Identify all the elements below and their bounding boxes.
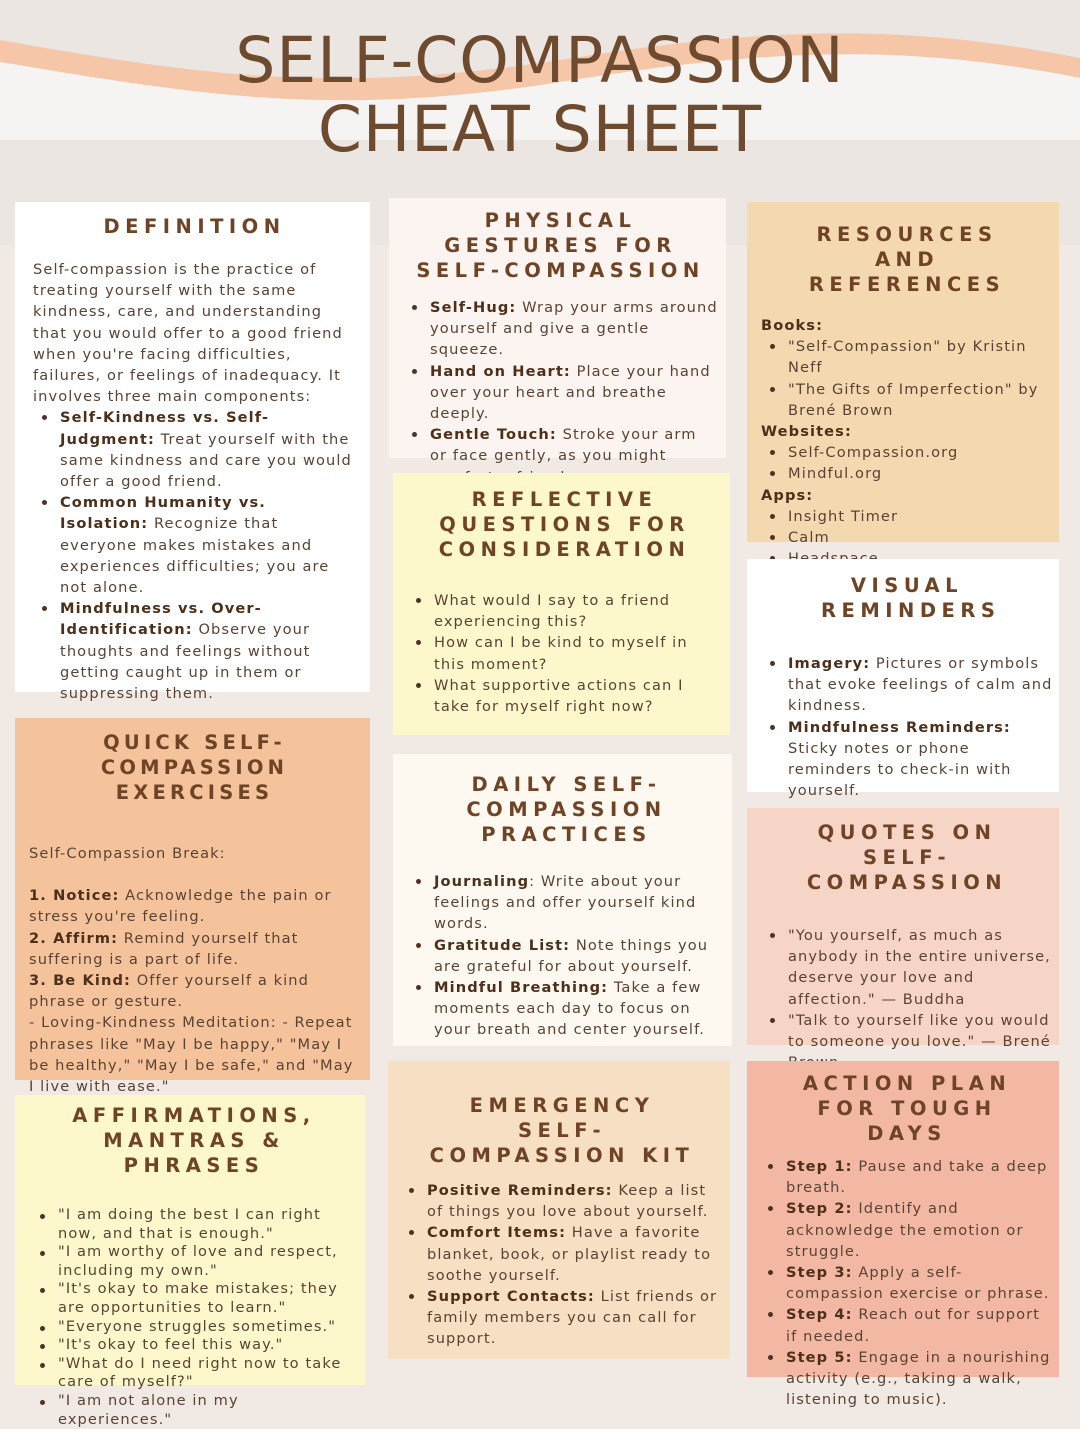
reflective-question: What would I say to a friend experiencing this? bbox=[407, 590, 722, 632]
quick-intro: Self-Compassion Break: bbox=[29, 845, 226, 862]
quotes-list bbox=[761, 925, 1053, 1073]
emergency-item-text: Have a favorite blanket, book, or playlist ready to soothe yourself. bbox=[427, 1224, 712, 1284]
definition-card bbox=[15, 202, 370, 703]
quick-step-text: Remind yourself that suffering is a part of life. bbox=[29, 929, 299, 968]
emergency-item-term: Support Contacts: bbox=[427, 1288, 595, 1306]
definition-item-term: Mindfulness vs. Over-Identification: bbox=[60, 600, 262, 639]
gestures-item-text: Wrap your arms around yourself and give a gentle squeeze. bbox=[430, 299, 718, 359]
quick-step bbox=[29, 885, 360, 927]
book-item: "The Gifts of Imperfection" by Brené Brown bbox=[761, 379, 1053, 421]
definition-item bbox=[33, 598, 356, 704]
affirmation-item: "Everyone struggles sometimes." bbox=[31, 1318, 357, 1337]
gestures-item bbox=[403, 297, 718, 361]
emergency-heading: EMERGENCY SELF-COMPASSION KIT bbox=[429, 1094, 695, 1167]
definition-item-text: Observe your thoughts and feelings without getting caught up in them or suppressing them. bbox=[60, 621, 311, 703]
daily-item-text: Note things you are grateful for about yourself. bbox=[434, 936, 709, 975]
books-label: Books: bbox=[761, 317, 824, 334]
daily-item-term: Gratitude List: bbox=[434, 936, 571, 954]
emergency-item-text: Keep a list of things you love about yourself. bbox=[427, 1182, 709, 1221]
action-item-term: Step 2: bbox=[786, 1200, 853, 1218]
affirmation-item: "I am doing the best I can right now, and that is enough." bbox=[31, 1206, 357, 1243]
definition-list bbox=[33, 407, 356, 704]
affirmation-item: "I am worthy of love and respect, including my own." bbox=[31, 1243, 357, 1280]
action-item-term: Step 4: bbox=[786, 1306, 853, 1324]
quick-step-text: Offer yourself a kind phrase or gesture. bbox=[29, 972, 310, 1011]
quick-step bbox=[29, 928, 360, 970]
definition-item bbox=[33, 407, 356, 492]
action-item-text: Reach out for support if needed. bbox=[786, 1306, 1041, 1345]
daily-item-text: : Write about your feelings and offer yourself kind words. bbox=[434, 873, 697, 933]
reflective-list bbox=[407, 590, 722, 717]
emergency-item bbox=[400, 1180, 724, 1222]
visual-heading: VISUAL REMINDERS bbox=[821, 574, 1001, 622]
action-item bbox=[759, 1347, 1055, 1411]
definition-item-text: Recognize that everyone makes mistakes and experiences difficulties; you are not alone. bbox=[60, 515, 330, 597]
emergency-list bbox=[400, 1180, 724, 1350]
quotes-heading: QUOTES ON SELF-COMPASSION bbox=[806, 821, 1008, 894]
action-item-text: Engage in a nourishing activity (e.g., taking a walk, listening to music). bbox=[786, 1348, 1051, 1409]
book-item: "Self-Compassion" by Kristin Neff bbox=[761, 336, 1053, 378]
visual-item-term: Imagery: bbox=[788, 655, 871, 672]
visual-item-text: Sticky notes or phone reminders to check-in with yourself. bbox=[788, 739, 1012, 800]
daily-card bbox=[393, 754, 732, 1046]
daily-item bbox=[407, 871, 726, 935]
reflective-card bbox=[393, 473, 730, 735]
daily-heading: DAILY SELF-COMPASSION PRACTICES bbox=[466, 773, 667, 846]
definition-item-text: Treat yourself with the same kindness and care you would offer a good friend. bbox=[60, 430, 352, 491]
affirmation-item: "It's okay to make mistakes; they are opportunities to learn." bbox=[31, 1280, 357, 1317]
quotes-card bbox=[747, 808, 1059, 1051]
action-item bbox=[759, 1262, 1055, 1304]
affirmations-list bbox=[31, 1206, 357, 1429]
quick-step-term: 3. Be Kind: bbox=[29, 972, 131, 990]
affirmation-item: "What do I need right now to take care of myself?" bbox=[31, 1355, 357, 1392]
action-item bbox=[759, 1304, 1055, 1346]
visual-item bbox=[761, 653, 1053, 717]
reflective-question: How can I be kind to myself in this moment? bbox=[407, 632, 722, 674]
definition-heading: DEFINITION bbox=[103, 215, 286, 238]
action-item bbox=[759, 1198, 1055, 1262]
quick-card bbox=[15, 718, 370, 1096]
title-line-2: CHEAT SHEET bbox=[317, 93, 763, 166]
quote-item: "Talk to yourself like you would to someone you love." — Brené bbox=[761, 1010, 1053, 1074]
quick-step bbox=[29, 970, 360, 1012]
visual-list bbox=[761, 653, 1053, 801]
daily-item bbox=[407, 935, 726, 977]
action-item-text: Pause and take a deep breath. bbox=[786, 1158, 1048, 1197]
affirmations-heading: AFFIRMATIONS, MANTRAS & PHRASES bbox=[72, 1104, 316, 1177]
gestures-item-text: Stroke your arm or face gently, as you might bbox=[430, 426, 697, 465]
action-item-term: Step 3: bbox=[786, 1264, 853, 1282]
gestures-item-term: Self-Hug: bbox=[430, 299, 517, 316]
daily-item-term: Journaling bbox=[434, 873, 530, 890]
action-list bbox=[759, 1156, 1055, 1410]
visual-card bbox=[747, 559, 1059, 800]
action-item-term: Step 5: bbox=[786, 1348, 853, 1366]
reflective-question: What supportive actions can I take for myself right now? bbox=[407, 675, 722, 717]
action-item-text: Apply a self-compassion exercise or phrase. bbox=[786, 1264, 1050, 1303]
resources-card bbox=[747, 202, 1059, 547]
action-item-text: Identify and acknowledge the emotion or struggle. bbox=[786, 1200, 1024, 1260]
action-card bbox=[747, 1061, 1059, 1409]
daily-list bbox=[407, 871, 726, 1041]
apps-label: Apps: bbox=[761, 486, 814, 504]
website-item: Self-Compassion.org bbox=[761, 442, 1053, 463]
app-item: Insight Timer bbox=[761, 506, 1053, 527]
definition-intro: Self-compassion is the practice of treating yourself with the same kindness, care, and understanding that you would offer to a good friend when you're facing difficulties, failures, or feelings of inadequacy. It involves three main components: bbox=[33, 261, 343, 406]
emergency-item-term: Comfort Items: bbox=[427, 1224, 567, 1242]
quote-item: "You yourself, as much as anybody in the entire universe, deserve your love and affection." — Buddha bbox=[761, 925, 1053, 1010]
action-item bbox=[759, 1156, 1055, 1198]
definition-item-term: Common Humanity vs. Isolation: bbox=[60, 494, 266, 533]
gestures-card bbox=[389, 198, 726, 465]
gestures-item-term: Gentle Touch: bbox=[430, 426, 557, 444]
gestures-list bbox=[403, 297, 718, 488]
action-item-term: Step 1: bbox=[786, 1158, 853, 1175]
emergency-item-text: List friends or family members you can call for support. bbox=[427, 1288, 718, 1348]
websites-label: Websites: bbox=[761, 423, 852, 441]
affirmation-item: "It's okay to feel this way." bbox=[31, 1336, 357, 1355]
visual-item-term: Mindfulness Reminders: bbox=[788, 718, 1011, 736]
emergency-item bbox=[400, 1222, 724, 1286]
books-list bbox=[761, 336, 1053, 421]
quick-step-text: Acknowledge the pain or stress you're feeling. bbox=[29, 887, 332, 926]
affirmation-item: "I am not alone in my experiences." bbox=[31, 1392, 357, 1429]
quick-step-term: 1. Notice: bbox=[29, 887, 120, 905]
resources-heading: RESOURCES AND REFERENCES bbox=[808, 223, 1006, 296]
quick-meditation: - Loving-Kindness Meditation: - Repeat phrases like "May I be happy," "May I be healthy," "May I be safe," and "May I live with ease." bbox=[29, 1014, 354, 1096]
app-item: Calm bbox=[761, 527, 1053, 548]
action-heading: ACTION PLAN FOR TOUGH DAYS bbox=[802, 1072, 1012, 1145]
gestures-item-term: Hand on Heart: bbox=[430, 362, 571, 380]
definition-item bbox=[33, 492, 356, 598]
affirmations-card bbox=[15, 1095, 365, 1428]
gestures-heading: PHYSICAL GESTURES FOR SELF-COMPASSION bbox=[416, 209, 705, 282]
daily-item-text: Take a few moments each day to focus on your breath and center yourself. bbox=[434, 979, 705, 1039]
daily-item-term: Mindful Breathing: bbox=[434, 979, 609, 997]
quick-steps bbox=[29, 885, 360, 1012]
gestures-item bbox=[403, 361, 718, 425]
quick-step-term: 2. Affirm: bbox=[29, 929, 119, 947]
page-title bbox=[0, 26, 1080, 164]
website-item: Mindful.org bbox=[761, 463, 1053, 484]
quick-heading: QUICK SELF-COMPASSION EXERCISES bbox=[100, 731, 289, 804]
reflective-heading: REFLECTIVE QUESTIONS FOR CONSIDERATION bbox=[438, 488, 691, 561]
websites-list bbox=[761, 442, 1053, 484]
definition-item-term: Self-Kindness vs. Self-Judgment: bbox=[60, 409, 270, 448]
emergency-card bbox=[388, 1061, 730, 1359]
emergency-item-term: Positive Reminders: bbox=[427, 1182, 613, 1199]
gestures-item-text: Place your hand over your heart and breathe deeply. bbox=[430, 362, 711, 423]
visual-item bbox=[761, 717, 1053, 802]
visual-item-text: Pictures or symbols that evoke feelings of calm and kindness. bbox=[788, 655, 1053, 715]
daily-item bbox=[407, 977, 726, 1041]
title-line-1: SELF-COMPASSION bbox=[235, 24, 845, 97]
emergency-item bbox=[400, 1286, 724, 1350]
